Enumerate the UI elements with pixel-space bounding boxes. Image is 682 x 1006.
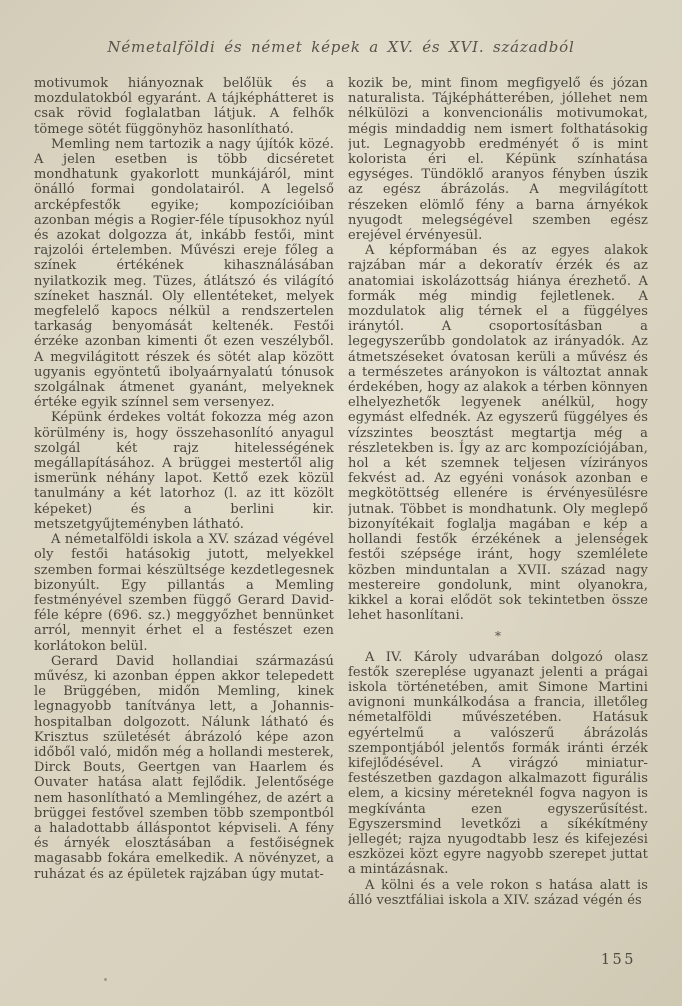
paper-speck xyxy=(104,978,107,981)
paragraph: Képünk érdekes voltát fokozza még azon körülmény is, hogy összehasonlító anyagul szolgál két rajz hitelességének megállapításához. A brüggei mestertől alig ismerünk néhány lapot. Kettő ezek közül tanulmány a két latorhoz (l. az itt közölt képeket) és a berlini kir. metszetgyűjteményben látható. xyxy=(34,410,334,532)
paragraph: A IV. Károly udvarában dolgozó olasz festők szereplése ugyanazt jelenti a prágai iskola történetében, amit Simone Martini avignoni munkálkodása a francia, illetőleg németalföldi művészetében. Hatásuk egyértelmű a valószerű ábrázolás szempontjából jelentős formák iránti érzék kifejlődésével. A virágzó miniatur-festészetben gazdagon alkalmazott figurális elem, a kicsiny méreteknél fogva nagyon is megkívánta ezen egyszerűsítést. Egyszersmind levetkőzi a síkékítmény jellegét; rajza nyugodtabb lesz és kifejezési eszközei közt egyre nagyobb szerepet juttat a mintázásnak. xyxy=(348,649,648,878)
text-columns xyxy=(34,76,648,960)
paragraph: A németalföldi iskola a XV. század végével oly festői hatásokig jutott, melyekkel szemben formai készültsége kezdetlegesnek bizonyúlt. Egy pillantás a Memling festményével szemben függő Gerard David-féle képre (696. sz.) meggyőzhet bennünket arról, mennyit érhet el a festészet ezen korlátokon belül. xyxy=(34,532,334,654)
paragraph: kozik be, mint finom megfigyelő és józan naturalista. Tájképhátterében, jóllehet nem nélkülözi a konvencionális motivumokat, mégis mindaddig nem ismert folthatásokig jut. Legnagyobb eredményét ő is mint kolorista éri el. Képünk színhatása egységes. Tündöklő aranyos fényben úszik az egész ábrázolás. A megvilágított részeken elömlő fény a barna árnyékok nyugodt melegségével szemben egész erejével érvényesül. xyxy=(348,76,648,244)
right-column xyxy=(348,76,648,960)
page-number: 155 xyxy=(600,952,636,968)
section-separator: * xyxy=(494,629,502,644)
paragraph: Memling nem tartozik a nagy újítók közé. A jelen esetben is több dicséretet mondhatunk gyakorlott munkájáról, mint önálló formai gondolatairól. A legelső arcképfestők egyike; kompozícióiban azonban mégis a Rogier-féle típusokhoz nyúl és azokat dolgozza át, inkább festői, mint rajzolói értelemben. Művészi ereje főleg a színek értékének kihasználásában nyilatkozik meg. Tüzes, átlátszó és világító színeket használ. Oly ellentéteket, melyek megfelelő kapocs nélkül a rendszertelen tarkaság benyomását keltenék. Festői érzéke azonban kimenti őt ezen veszélyből. A megvilágitott részek és sötét alap között ugyanis egyöntetű ibolyaárnyalatú tónusok szolgálnak átmenet gyanánt, melyeknek értéke egyik színnel sem versenyez. xyxy=(34,136,334,411)
running-head: Németalföldi és német képek a XV. és XVI. századból xyxy=(107,38,575,56)
left-column xyxy=(34,76,334,960)
paragraph: Gerard David hollandiai származású művész, ki azonban éppen akkor telepedett le Brüggében, midőn Memling, kinek legnagyobb tanítványa lett, a Johannis-hospitalban dolgozott. Nálunk látható és Krisztus születését ábrázoló képe azon időből való, midőn még a hollandi mesterek, Dirck Bouts, Geertgen van Haarlem és Ouvater hatása alatt fejlődik. Jelentősége nem hasonlítható a Memlingéhez, de azért a brüggei festővel szemben több szempontból a haladottabb álláspontot képviseli. A fény és árnyék elosztásában a festőiségnek magasabb fokára emelkedik. A növényzet, a ruházat és az épületek rajzában úgy mutat- xyxy=(34,653,334,882)
paragraph: motivumok hiányoznak belőlük és a mozdulatokból egyaránt. A tájképhátteret is csak rövid foglalatban látjuk. A felhők tömege sötét függönyhöz hasonlítható. xyxy=(34,76,334,137)
paragraph: A kölni és a vele rokon s hatása alatt is álló vesztfáliai iskola a XIV. század végén és xyxy=(348,877,648,908)
paragraph: A képformában és az egyes alakok rajzában már a dekoratív érzék és az anatomiai iskolázottság hiánya érezhető. A formák még mindig fejletlenek. A mozdulatok alig térnek el a függélyes iránytól. A csoportosításban a legegyszerűbb gondolatok az irányadók. Az átmetszéseket óvatosan kerüli a művész és a természetes arányokon is változtat annak érdekében, hogy az alakok a térben könnyen elhelyezhetők legyenek anélkül, hogy egymást elfednék. Az egyszerű függélyes és vízszintes beosztást megtartja még a részletekben is. Így az arc kompozíciójában, hol a két szemnek teljesen vízirányos fekvést ad. Az egyéni vonások azonban e megkötöttség ellenére is érvényesülésre jutnak. Többet is mondhatunk. Oly meglepő bizonyítékait foglalja magában e kép a hollandi festők érzékének a jelenségek festői szépsége iránt, hogy szemlélete közben minduntalan a XVII. század nagy mestereire gondolunk, mint olyanokra, kikkel a korai elődöt sok tekintetben össze lehet hasonlítani. xyxy=(348,243,648,624)
